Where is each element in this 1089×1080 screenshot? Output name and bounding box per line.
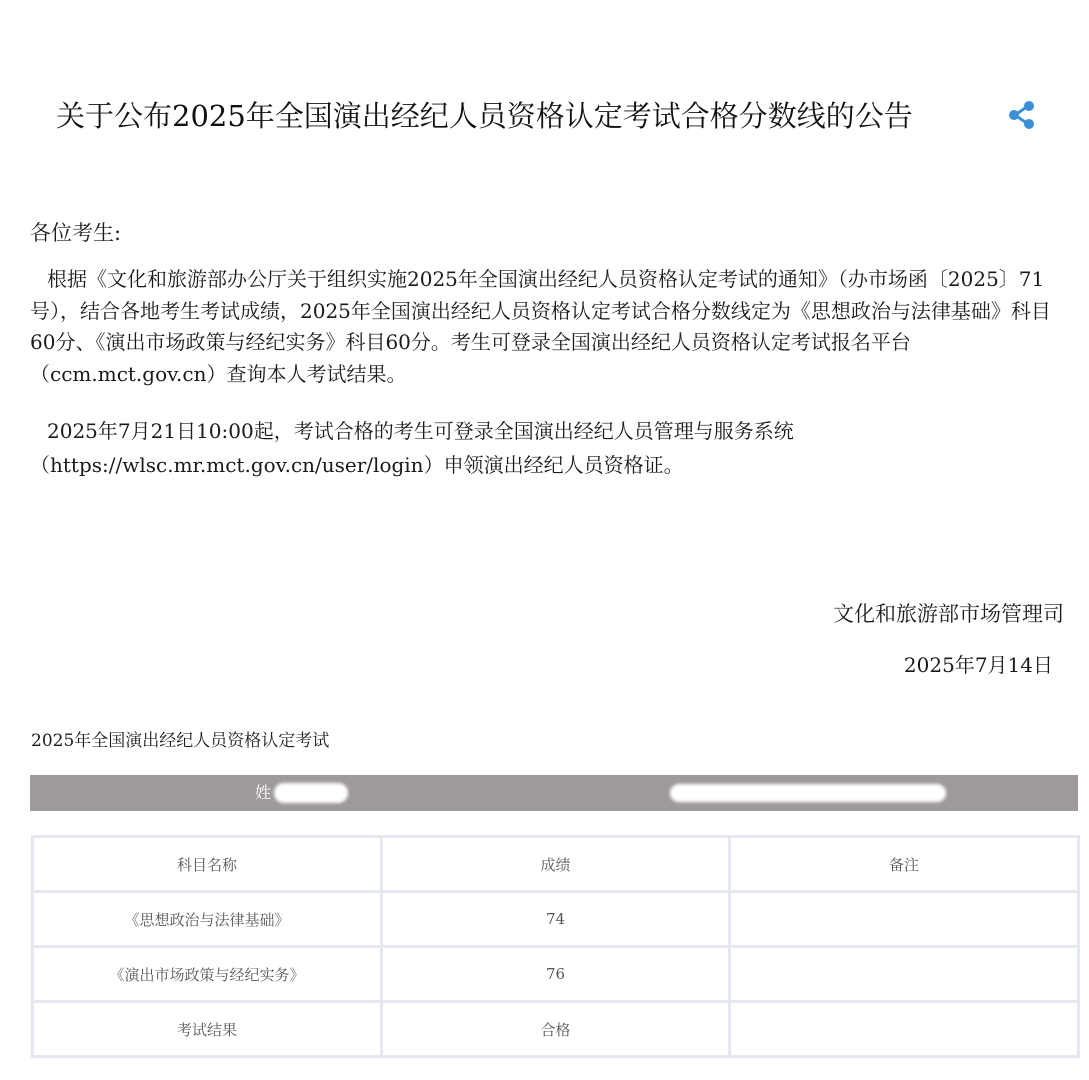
- cell-subject: 《思想政治与法律基础》: [33, 892, 382, 947]
- header-subject: 科目名称: [33, 837, 382, 892]
- table-row: [33, 1002, 1079, 1057]
- cell-remark: [730, 947, 1079, 1002]
- share-icon[interactable]: [1007, 100, 1037, 130]
- table-row: [33, 947, 1079, 1002]
- score-table: [31, 835, 1080, 1058]
- notice-header: [0, 92, 1089, 144]
- notice-title: 关于公布2025年全国演出经纪人员资格认定考试合格分数线的公告: [56, 99, 913, 133]
- cell-score: 合格: [382, 1002, 730, 1057]
- cell-subject: 《演出市场政策与经纪实务》: [33, 947, 382, 1002]
- notice-paragraph-1: 根据《文化和旅游部办公厅关于组织实施2025年全国演出经纪人员资格认定考试的通知》（办市场函〔2025〕71号），结合各地考生考试成绩，2025年全国演出经纪人员资格认定考试合格分数线定为《思想政治与法律基础》科目60分、《演出市场政策与经纪实务》科目60分。考生可登录全国演出经纪人员资格认定考试报名平台（ccm.mct.gov.cn）查询本人考试结果。: [30, 267, 1051, 386]
- header-score: 成绩: [382, 837, 730, 892]
- notice-paragraph-2: 2025年7月21日10:00起，考试合格的考生可登录全国演出经纪人员管理与服务系统（https://wlsc.mr.mct.gov.cn/user/login）申领演出经纪人员资格证。: [30, 419, 794, 477]
- redacted-name: [274, 783, 348, 803]
- redacted-id: [670, 784, 946, 802]
- cell-remark: [730, 892, 1079, 947]
- cell-subject: 考试结果: [33, 1002, 382, 1057]
- exam-caption: 2025年全国演出经纪人员资格认定考试: [31, 731, 330, 751]
- table-row: [33, 892, 1079, 947]
- salutation: 各位考生:: [30, 221, 122, 245]
- candidate-info-bar: [30, 775, 1078, 811]
- table-header-row: [33, 837, 1079, 892]
- header-remark: 备注: [730, 837, 1079, 892]
- cell-score: 74: [382, 892, 730, 947]
- cell-score: 76: [382, 947, 730, 1002]
- signature-date: 2025年7月14日: [903, 653, 1053, 677]
- signature-organization: 文化和旅游部市场管理司: [833, 602, 1064, 626]
- cell-remark: [730, 1002, 1079, 1057]
- name-label: 姓: [255, 783, 272, 802]
